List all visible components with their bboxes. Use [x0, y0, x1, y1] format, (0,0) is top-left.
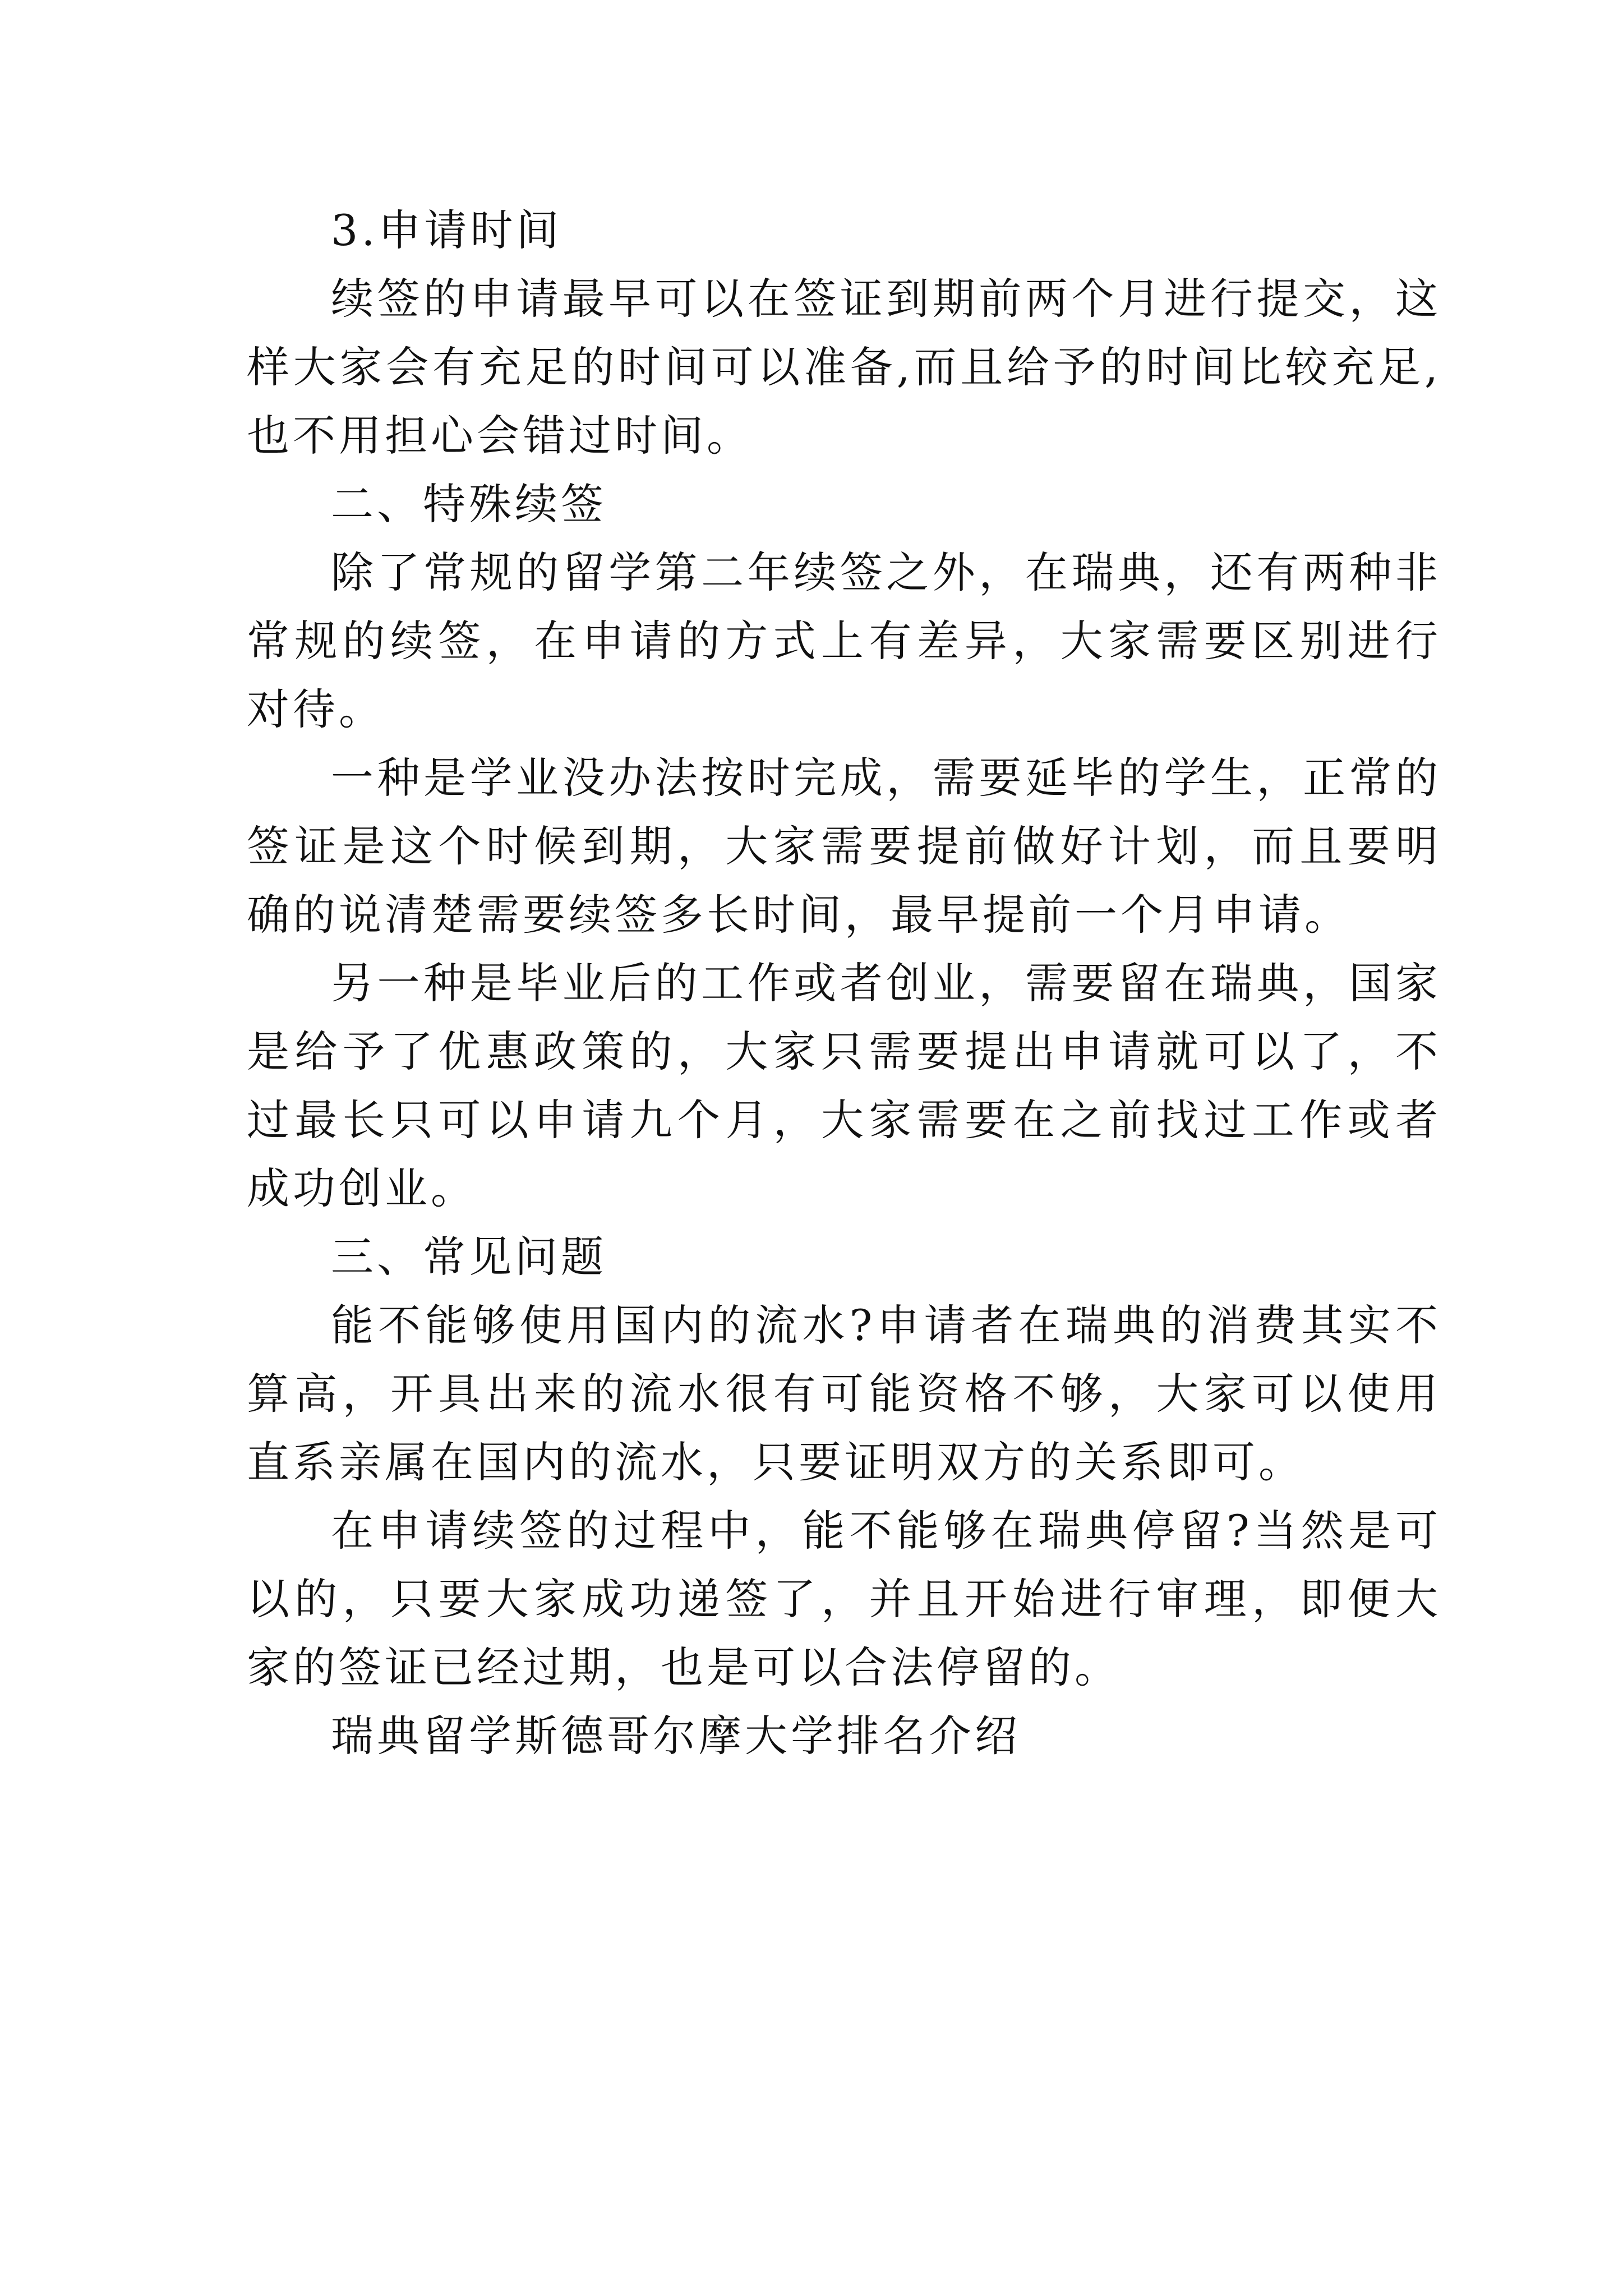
paragraph-faq-stay-during-renewal: 在申请续签的过程中，能不能够在瑞典停留?当然是可以的，只要大家成功递签了，并且开始进行审理，即便大家的签证已经过期，也是可以合法停留的。: [247, 1506, 1441, 1692]
paragraph-special-renewal-intro: 除了常规的留学第二年续签之外，在瑞典，还有两种非常规的续签，在申请的方式上有差异，大家需要区别进行对待。: [247, 547, 1441, 734]
section-heading-faq: 三、常见问题: [331, 1232, 607, 1282]
document-body: [247, 196, 1441, 1770]
section-heading-application-time: 3.申请时间: [331, 205, 562, 255]
paragraph-delayed-graduation: 一种是学业没办法按时完成，需要延毕的学生，正常的签证是这个时候到期，大家需要提前做好计划，而且要明确的说清楚需要续签多长时间，最早提前一个月申请。: [247, 753, 1441, 940]
section-heading-stockholm-university: 瑞典留学斯德哥尔摩大学排名介绍: [331, 1711, 1021, 1761]
paragraph-application-time: 续签的申请最早可以在签证到期前两个月进行提交，这样大家会有充足的时间可以准备,而且给予的时间比较充足,也不用担心会错过时间。: [247, 274, 1441, 461]
paragraph-faq-bank-statement: 能不能够使用国内的流水?申请者在瑞典的消费其实不算高，开具出来的流水很有可能资格不够，大家可以使用直系亲属在国内的流水，只要证明双方的关系即可。: [247, 1300, 1441, 1487]
paragraph-post-graduation-work: 另一种是毕业后的工作或者创业，需要留在瑞典，国家是给予了优惠政策的，大家只需要提出申请就可以了，不过最长只可以申请九个月，大家需要在之前找过工作或者成功创业。: [247, 958, 1441, 1213]
section-heading-special-renewal: 二、特殊续签: [331, 479, 607, 529]
